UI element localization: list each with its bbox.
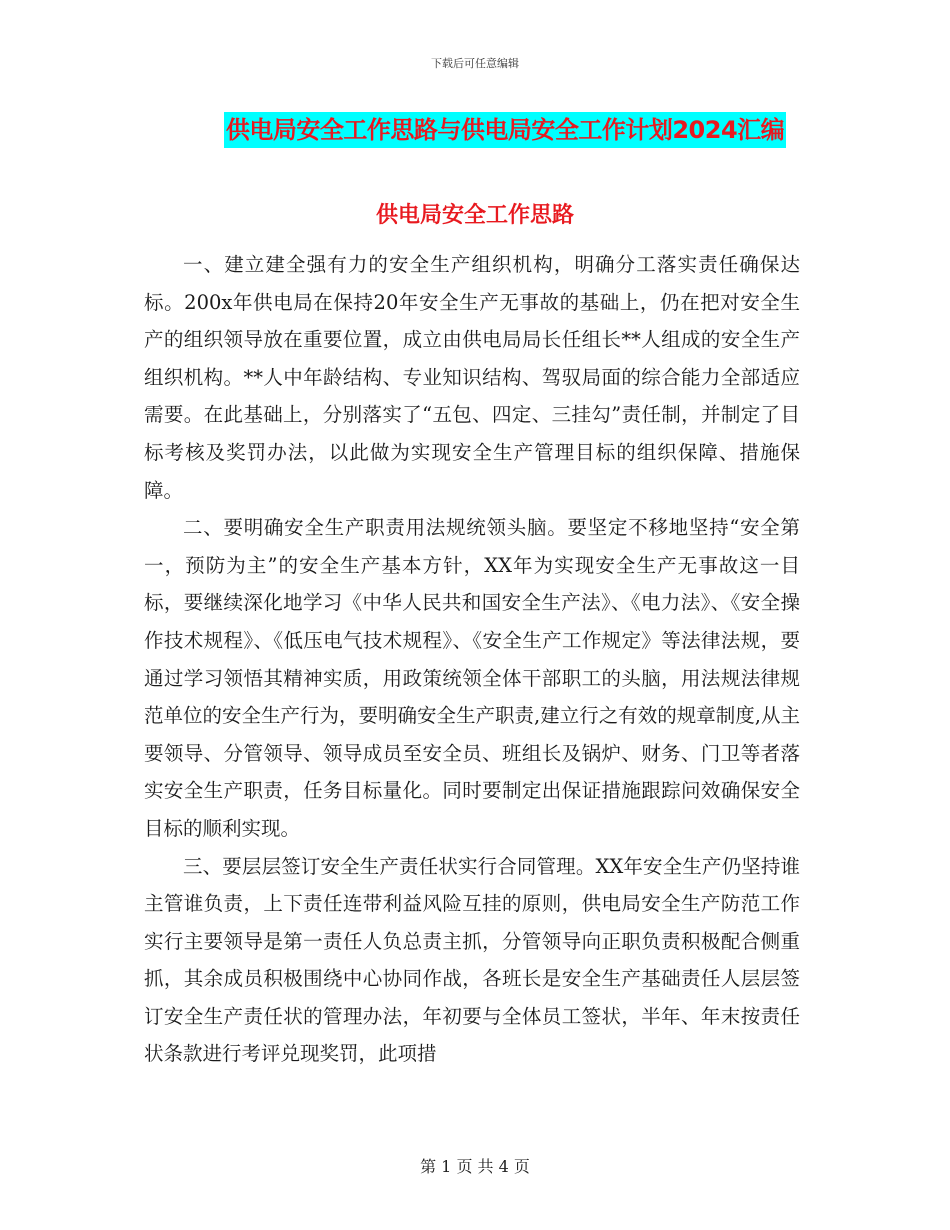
document-body <box>144 246 800 1073</box>
header-note: 下载后可任意编辑 <box>431 57 519 70</box>
body-paragraph-1: 一、建立建全强有力的安全生产组织机构，明确分工落实责任确保达标。200x年供电局在保持20年安全生产无事故的基础上，仍在把对安全生产的组织领导放在重要位置，成立由供电局局长任组长**人组成的安全生产组织机构。**人中年龄结构、专业知识结构、驾驭局面的综合能力全部适应需要。在此基础上，分别落实了“五包、四定、三挂勾”责任制，并制定了目标考核及奖罚办法，以此做为实现安全生产管理目标的组织保障、措施保障。 <box>144 253 800 502</box>
document-title-container <box>0 112 950 148</box>
section-heading: 供电局安全工作思路 <box>375 203 574 228</box>
page-number-footer: 第 1 页 共 4 页 <box>420 1157 530 1176</box>
body-paragraph-2: 二、要明确安全生产职责用法规统领头脑。要坚定不移地坚持“安全第一，预防为主”的安全生产基本方针，XX年为实现安全生产无事故这一目标，要继续深化地学习《中华人民共和国安全生产法》、《电力法》、《安全操作技术规程》、《低压电气技术规程》、《安全生产工作规定》等法律法规，要通过学习领悟其精神实质，用政策统领全体干部职工的头脑，用法规法律规范单位的安全生产行为，要明确安全生产职责,建立行之有效的规章制度,从主要领导、分管领导、领导成员至安全员、班组长及锅炉、财务、门卫等者落实安全生产职责，任务目标量化。同时要制定出保证措施跟踪问效确保安全目标的顺利实现。 <box>144 516 800 840</box>
body-paragraph-3: 三、要层层签订安全生产责任状实行合同管理。XX年安全生产仍坚持谁主管谁负责，上下责任连带利益风险互挂的原则，供电局安全生产防范工作实行主要领导是第一责任人负总责主抓，分管领导向正职负责积极配合侧重抓，其余成员积极围绕中心协同作战，各班长是安全生产基础责任人层层签订安全生产责任状的管理办法，年初要与全体员工签状，半年、年末按责任状条款进行考评兑现奖罚，此项措 <box>144 854 800 1066</box>
document-title: 供电局安全工作思路与供电局安全工作计划2024汇编 <box>224 112 786 148</box>
